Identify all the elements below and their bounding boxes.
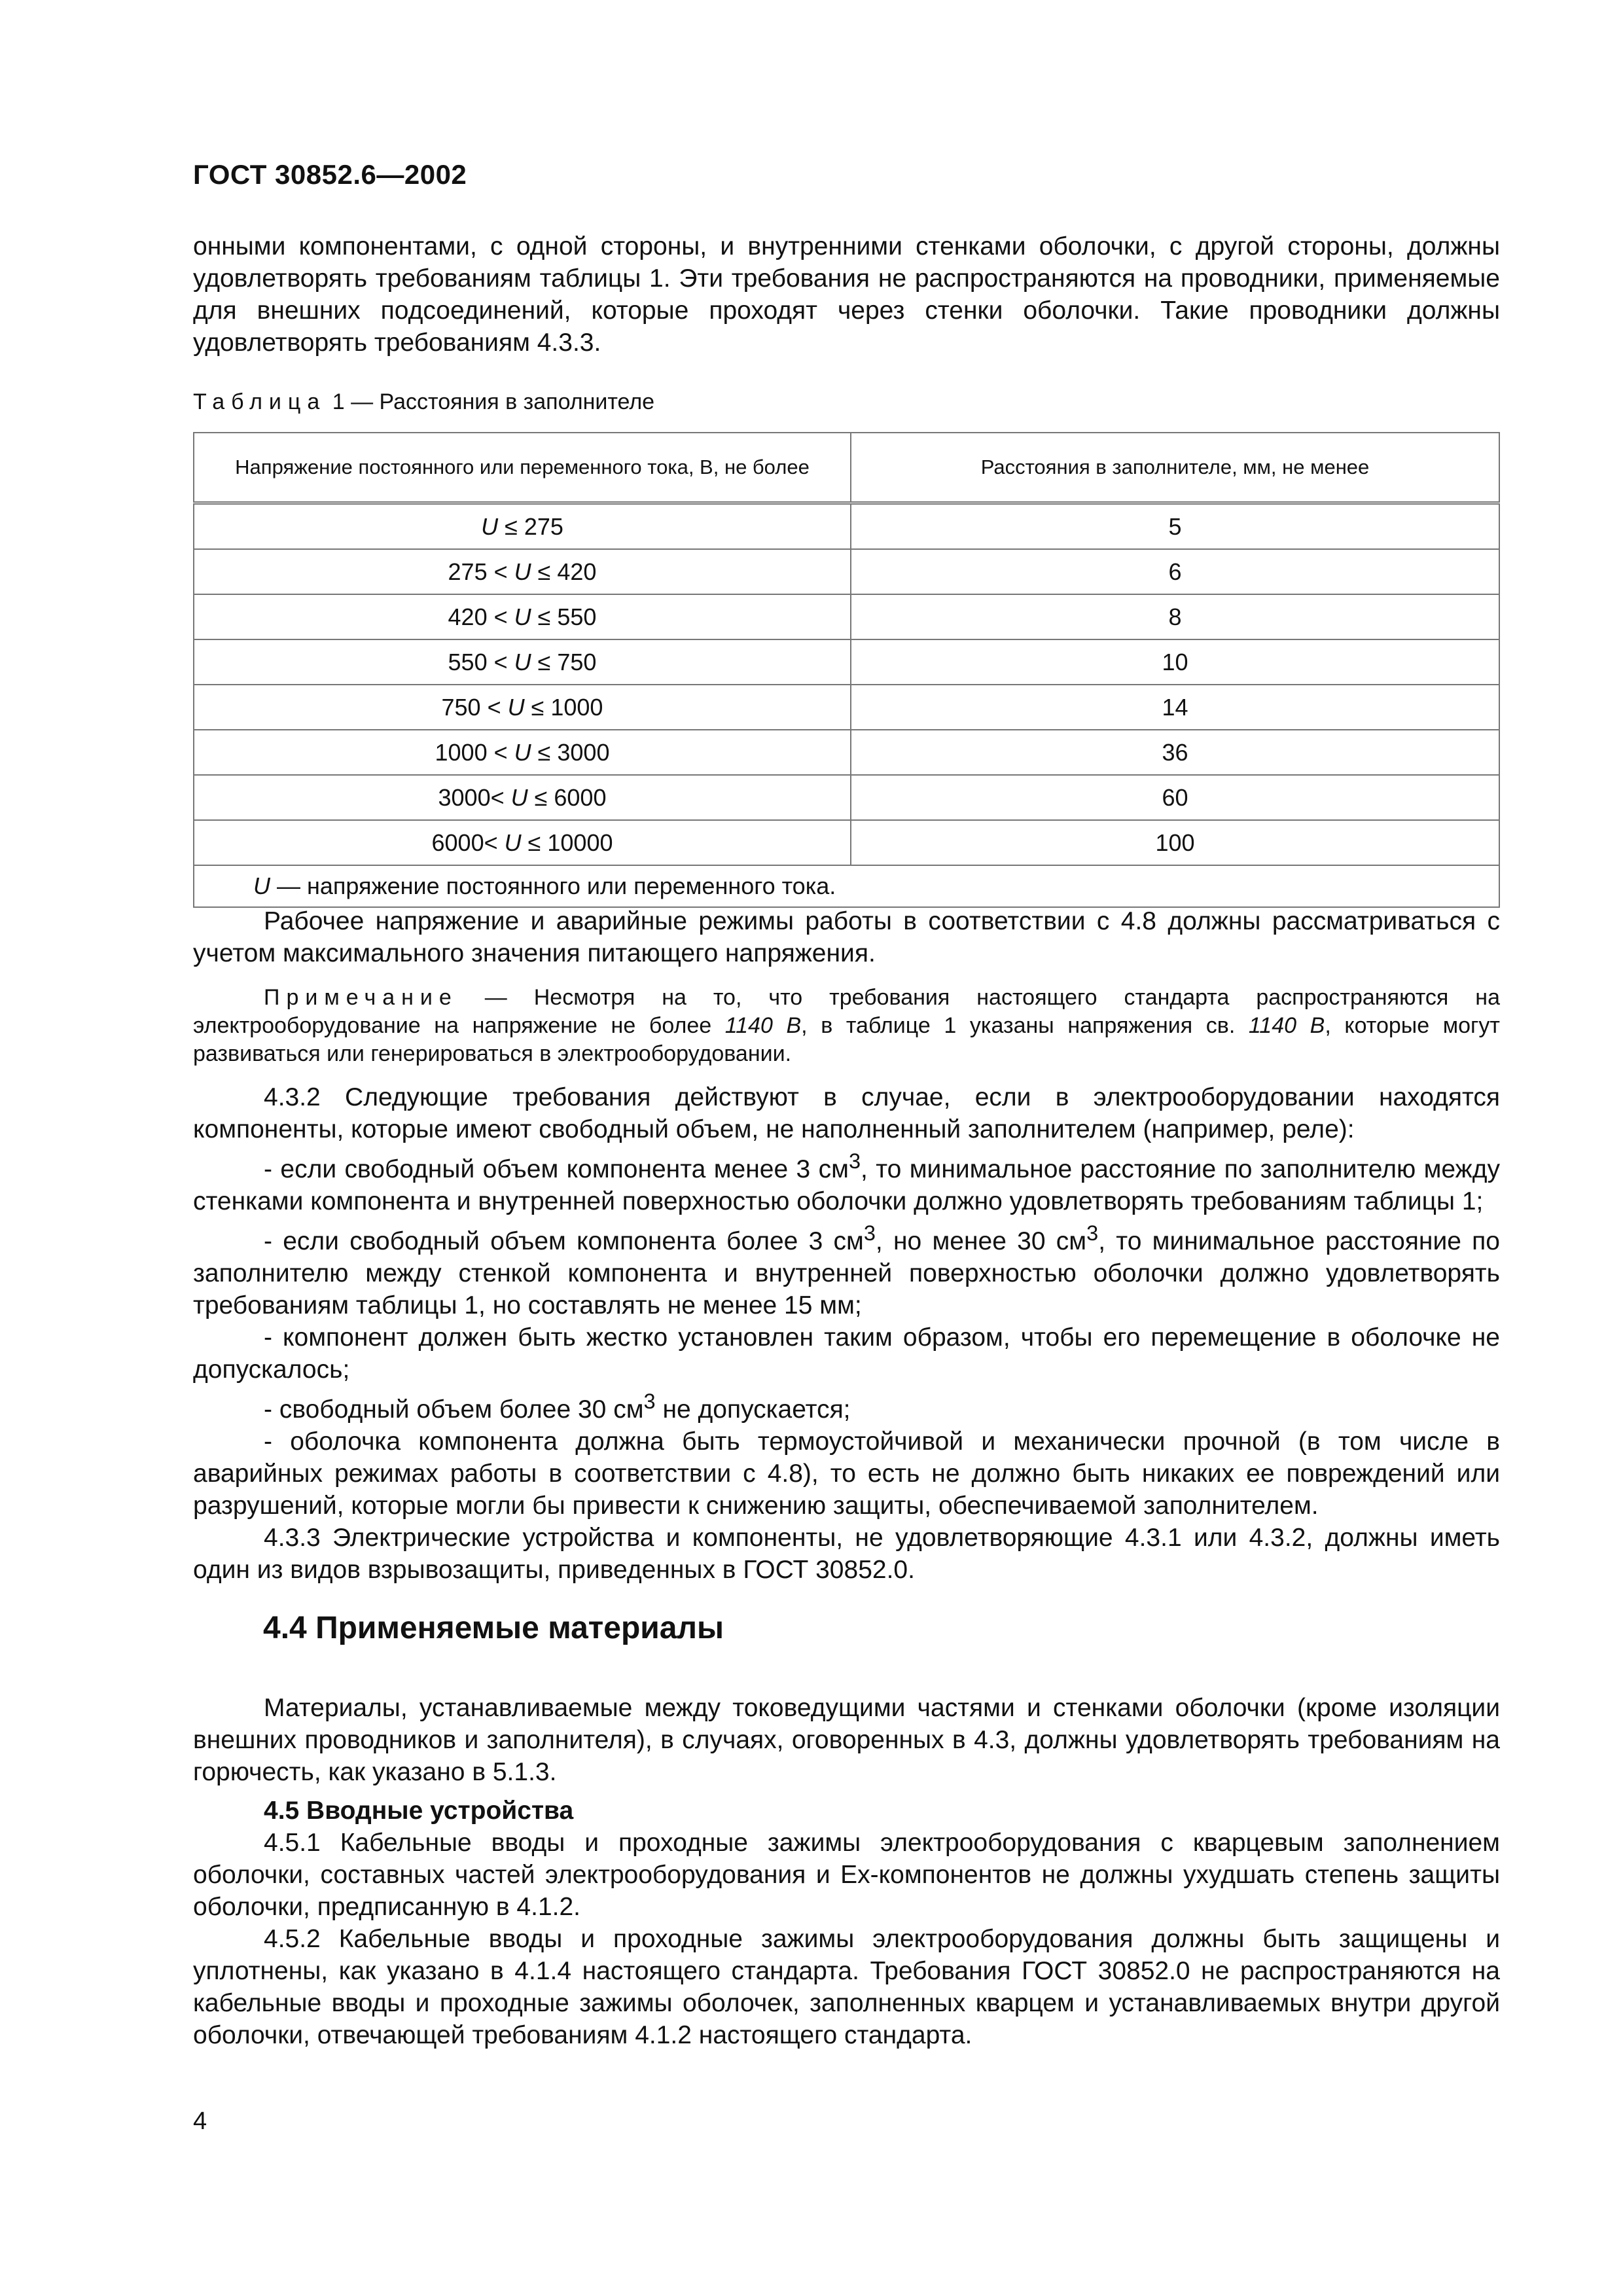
- table-caption-label: Таблица: [193, 389, 327, 414]
- section-4-5-1: 4.5.1 Кабельные вводы и проходные зажимы электрооборудования с кварцевым заполнением оболочки, составных частей электрооборудования и Ex-компонентов не должны ухудшать степень защиты оболочки, предписанную в 4.1.2.: [193, 1829, 1500, 1921]
- voltage-cell: [194, 685, 851, 730]
- voltage-prefix: 6000<: [431, 829, 505, 856]
- voltage-cell: [194, 639, 851, 685]
- voltage-suffix: ≤ 275: [498, 512, 563, 540]
- distance-cell: 14: [851, 685, 1499, 730]
- table-row: [194, 820, 1499, 865]
- s432-item-1: [193, 1145, 1500, 1217]
- table-row: [194, 685, 1499, 730]
- voltage-symbol: U: [514, 603, 531, 630]
- voltage-prefix: 420 <: [448, 603, 514, 630]
- note-text-2: , в таблице 1 указаны напряжения св.: [801, 1013, 1249, 1038]
- intro-paragraph: онными компонентами, с одной стороны, и внутренними стенками оболочки, с другой стороны, должны удовлетворять требованиям таблицы 1. Эти требования не распространяются на проводники, применяемые для внешних подсоединений, которые проходят через стенки оболочки. Такие проводники должны удовлетворять требованиям 4.3.3.: [193, 232, 1500, 357]
- voltage-suffix: ≤ 750: [531, 648, 597, 675]
- table-caption-title: 1 — Расстояния в заполнителе: [326, 389, 655, 414]
- voltage-prefix: 275 <: [448, 558, 514, 585]
- voltage-symbol: U: [504, 829, 522, 856]
- voltage-cell: [194, 594, 851, 639]
- voltage-symbol: U: [514, 738, 531, 766]
- note-voltage-1: 1140 В: [724, 1013, 802, 1038]
- voltage-symbol: U: [481, 512, 499, 540]
- note-label: Примечание: [264, 985, 458, 1010]
- section-4-4-text: Материалы, устанавливаемые между токоведущими частями и стенками оболочки (кроме изоляции внешних проводников и заполнителя), в случаях, оговоренных в 4.3, должны удовлетворять требованиям на горючесть, как указано в 5.1.3.: [193, 1694, 1500, 1786]
- voltage-symbol: U: [507, 693, 525, 721]
- table-row: [194, 730, 1499, 775]
- table-row: [194, 594, 1499, 639]
- table-caption: [193, 389, 654, 415]
- note-text-3: , которые могут развиваться или генерироваться в электрооборудовании.: [193, 1013, 1500, 1066]
- section-4-5-heading: 4.5 Вводные устройства: [264, 1797, 574, 1825]
- s432-item-4: [193, 1386, 1500, 1426]
- header-voltage: Напряжение постоянного или переменного тока, В, не более: [194, 433, 851, 503]
- distance-cell: 5: [851, 503, 1499, 550]
- voltage-suffix: ≤ 420: [531, 558, 597, 585]
- item2-sup-2: 3: [1086, 1221, 1099, 1245]
- distance-cell: 60: [851, 775, 1499, 820]
- voltage-prefix: 750 <: [441, 693, 508, 721]
- item4-text-a: - свободный объем более 30 см: [264, 1395, 644, 1424]
- voltage-symbol: U: [514, 558, 531, 585]
- distance-cell: 100: [851, 820, 1499, 865]
- section-4-4-body: [193, 1692, 1500, 2051]
- footnote-symbol: U: [253, 872, 270, 899]
- distance-cell: 8: [851, 594, 1499, 639]
- distance-cell: 36: [851, 730, 1499, 775]
- item4-text-b: не допускается;: [655, 1395, 851, 1424]
- note-voltage-2: 1140 В: [1248, 1013, 1325, 1038]
- item2-text-c: , то минимальное расстояние по заполнителю между стенкой компонента и внутренней поверхностью оболочки должно удовлетворять требованиям таблицы 1, но составлять не менее 15 мм;: [193, 1227, 1500, 1319]
- s432-item-3: - компонент должен быть жестко установлен таким образом, чтобы его перемещение в оболочке не допускалось;: [193, 1323, 1500, 1384]
- voltage-suffix: ≤ 1000: [524, 693, 603, 721]
- item2-text-a: - если свободный объем компонента более 3 см: [264, 1227, 864, 1255]
- table-row: [194, 549, 1499, 594]
- table-row: [194, 775, 1499, 820]
- distance-cell: 6: [851, 549, 1499, 594]
- item4-sup: 3: [643, 1390, 656, 1413]
- section-4-5-2: 4.5.2 Кабельные вводы и проходные зажимы электрооборудования должны быть защищены и уплотнены, как указано в 4.1.4 настоящего стандарта. Требования ГОСТ 30852.0 не распространяются на кабельные вводы и проходные зажимы оболочек, заполненных кварцем и устанавливаемых внутри другой оболочки, отвечающей требованиям 4.1.2 настоящего стандарта.: [193, 1925, 1500, 2049]
- table-footnote-row: [194, 865, 1499, 907]
- voltage-prefix: 3000<: [438, 783, 511, 811]
- item1-text-b: , то минимальное расстояние по заполнителю между стенками компонента и внутренней поверхностью оболочки должно удовлетворять требованиям таблицы 1;: [193, 1155, 1500, 1215]
- note-paragraph: [193, 984, 1500, 1068]
- s432-intro: 4.3.2 Следующие требования действуют в случае, если в электрооборудовании находятся компоненты, которые имеют свободный объем, не наполненный заполнителем (например, реле):: [193, 1083, 1500, 1143]
- s433-paragraph: 4.3.3 Электрические устройства и компоненты, не удовлетворяющие 4.3.1 или 4.3.2, должны иметь один из видов взрывозащиты, приведенных в ГОСТ 30852.0.: [193, 1524, 1500, 1584]
- item1-text-a: - если свободный объем компонента менее 3 см: [264, 1155, 849, 1183]
- main-body: [193, 905, 1500, 1586]
- s432-item-2: [193, 1217, 1500, 1321]
- item2-text-b: , но менее 30 см: [875, 1227, 1087, 1255]
- voltage-suffix: ≤ 10000: [521, 829, 613, 856]
- table-row: [194, 639, 1499, 685]
- distance-cell: 10: [851, 639, 1499, 685]
- table-footnote: [194, 865, 1499, 907]
- s432-item-5: - оболочка компонента должна быть термоустойчивой и механически прочной (в том числе в аварийных режимах работы в соответствии с 4.8), то есть не должно быть никаких ее повреждений или разрушений, которые могли бы привести к снижению защиты, обеспечиваемой заполнителем.: [193, 1427, 1500, 1520]
- voltage-prefix: 1000 <: [435, 738, 514, 766]
- section-4-4-heading: 4.4 Применяемые материалы: [263, 1611, 724, 1645]
- table-row: [194, 503, 1499, 550]
- voltage-symbol: U: [514, 648, 531, 675]
- intro-block: [193, 230, 1500, 359]
- header-distance: Расстояния в заполнителе, мм, не менее: [851, 433, 1499, 503]
- note-text-1: — Несмотря на то, что требования настоящего стандарта распространяются на электрооборудование на напряжение не более: [193, 985, 1500, 1038]
- page-number: 4: [193, 2108, 207, 2135]
- voltage-cell: [194, 775, 851, 820]
- table-body: [194, 503, 1499, 908]
- voltage-cell: [194, 730, 851, 775]
- item1-sup: 3: [848, 1149, 861, 1173]
- working-voltage-paragraph: Рабочее напряжение и аварийные режимы работы в соответствии с 4.8 должны рассматриваться с учетом максимального значения питающего напряжения.: [193, 907, 1500, 967]
- voltage-symbol: U: [510, 783, 528, 811]
- voltage-cell: [194, 549, 851, 594]
- voltage-cell: [194, 820, 851, 865]
- document-header: ГОСТ 30852.6—2002: [193, 159, 467, 190]
- voltage-prefix: 550 <: [448, 648, 514, 675]
- voltage-suffix: ≤ 6000: [527, 783, 607, 811]
- voltage-suffix: ≤ 550: [531, 603, 597, 630]
- footnote-text: — напряжение постоянного или переменного тока.: [270, 872, 836, 899]
- item2-sup-1: 3: [863, 1221, 876, 1245]
- voltage-suffix: ≤ 3000: [531, 738, 610, 766]
- distance-table: [193, 432, 1500, 908]
- voltage-cell: [194, 503, 851, 550]
